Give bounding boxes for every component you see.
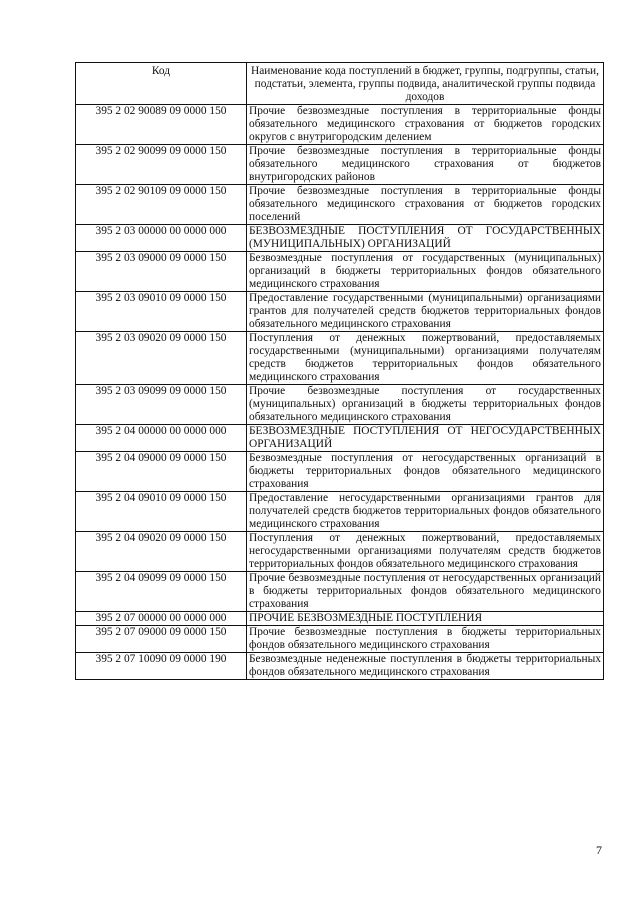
row-name: Прочие безвозмездные поступления в территориальные фонды обязательного медицинского страхования от бюджетов городских поселений bbox=[247, 185, 604, 225]
row-name: Прочие безвозмездные поступления от негосударственных организаций в бюджеты территориальных фондов обязательного медицинского страхования bbox=[247, 572, 604, 612]
table-row bbox=[76, 492, 604, 532]
row-code: 395 2 03 00000 00 0000 000 bbox=[76, 225, 247, 252]
row-code: 395 2 03 09020 09 0000 150 bbox=[76, 332, 247, 385]
table-row bbox=[76, 572, 604, 612]
row-code: 395 2 02 90089 09 0000 150 bbox=[76, 105, 247, 145]
row-name: Предоставление негосударственными организациями грантов для получателей средств бюджетов территориальных фондов обязательного медицинского страхования bbox=[247, 492, 604, 532]
row-code: 395 2 07 00000 00 0000 000 bbox=[76, 612, 247, 626]
row-code: 395 2 03 09000 09 0000 150 bbox=[76, 252, 247, 292]
table-row bbox=[76, 653, 604, 680]
row-name: БЕЗВОЗМЕЗДНЫЕ ПОСТУПЛЕНИЯ ОТ ГОСУДАРСТВЕННЫХ (МУНИЦИПАЛЬНЫХ) ОРГАНИЗАЦИЙ bbox=[247, 225, 604, 252]
table-row bbox=[76, 292, 604, 332]
table-row bbox=[76, 185, 604, 225]
row-name: Предоставление государственными (муниципальными) организациями грантов для получателей средств бюджетов территориальных фондов обязательного медицинского страхования bbox=[247, 292, 604, 332]
row-name: Прочие безвозмездные поступления от государственных (муниципальных) организаций в бюджеты территориальных фондов обязательного медицинского страхования bbox=[247, 385, 604, 425]
page-number: 7 bbox=[596, 843, 602, 857]
row-name: Безвозмездные неденежные поступления в бюджеты территориальных фондов обязательного медицинского страхования bbox=[247, 653, 604, 680]
row-name: Поступления от денежных пожертвований, предоставляемых государственными (муниципальными) организациями получателям средств бюджетов территориальных фондов обязательного медицинского страхования bbox=[247, 332, 604, 385]
table-row bbox=[76, 452, 604, 492]
row-code: 395 2 03 09099 09 0000 150 bbox=[76, 385, 247, 425]
table-row bbox=[76, 225, 604, 252]
row-code: 395 2 04 09099 09 0000 150 bbox=[76, 572, 247, 612]
table-row bbox=[76, 532, 604, 572]
table-row bbox=[76, 332, 604, 385]
row-name: ПРОЧИЕ БЕЗВОЗМЕЗДНЫЕ ПОСТУПЛЕНИЯ bbox=[247, 612, 604, 626]
row-name: Безвозмездные поступления от государственных (муниципальных) организаций в бюджеты территориальных фондов обязательного медицинского страхования bbox=[247, 252, 604, 292]
table-row bbox=[76, 612, 604, 626]
table-row bbox=[76, 252, 604, 292]
table-row bbox=[76, 145, 604, 185]
row-name: БЕЗВОЗМЕЗДНЫЕ ПОСТУПЛЕНИЯ ОТ НЕГОСУДАРСТВЕННЫХ ОРГАНИЗАЦИЙ bbox=[247, 425, 604, 452]
row-code: 395 2 04 09010 09 0000 150 bbox=[76, 492, 247, 532]
row-code: 395 2 04 00000 00 0000 000 bbox=[76, 425, 247, 452]
table-header-row bbox=[76, 63, 604, 105]
row-code: 395 2 02 90109 09 0000 150 bbox=[76, 185, 247, 225]
row-code: 395 2 07 09000 09 0000 150 bbox=[76, 626, 247, 653]
row-name: Прочие безвозмездные поступления в территориальные фонды обязательного медицинского страхования от бюджетов внутригородских районов bbox=[247, 145, 604, 185]
table-row bbox=[76, 105, 604, 145]
row-name: Прочие безвозмездные поступления в бюджеты территориальных фондов обязательного медицинского страхования bbox=[247, 626, 604, 653]
row-code: 395 2 04 09020 09 0000 150 bbox=[76, 532, 247, 572]
row-name: Безвозмездные поступления от негосударственных организаций в бюджеты территориальных фондов обязательного медицинского страхования bbox=[247, 452, 604, 492]
row-name: Прочие безвозмездные поступления в территориальные фонды обязательного медицинского страхования от бюджетов городских округов с внутригородским делением bbox=[247, 105, 604, 145]
row-name: Поступления от денежных пожертвований, предоставляемых негосударственными организациями получателям средств бюджетов территориальных фондов обязательного медицинского страхования bbox=[247, 532, 604, 572]
column-header-code: Код bbox=[76, 63, 247, 105]
table-row bbox=[76, 626, 604, 653]
table-row bbox=[76, 425, 604, 452]
row-code: 395 2 03 09010 09 0000 150 bbox=[76, 292, 247, 332]
row-code: 395 2 04 09000 09 0000 150 bbox=[76, 452, 247, 492]
column-header-name: Наименование кода поступлений в бюджет, группы, подгруппы, статьи, подстатьи, элемента, группы подвида, аналитической группы подвида доходов bbox=[247, 63, 604, 105]
table-row bbox=[76, 385, 604, 425]
row-code: 395 2 02 90099 09 0000 150 bbox=[76, 145, 247, 185]
revenue-codes-table bbox=[75, 62, 604, 680]
row-code: 395 2 07 10090 09 0000 190 bbox=[76, 653, 247, 680]
